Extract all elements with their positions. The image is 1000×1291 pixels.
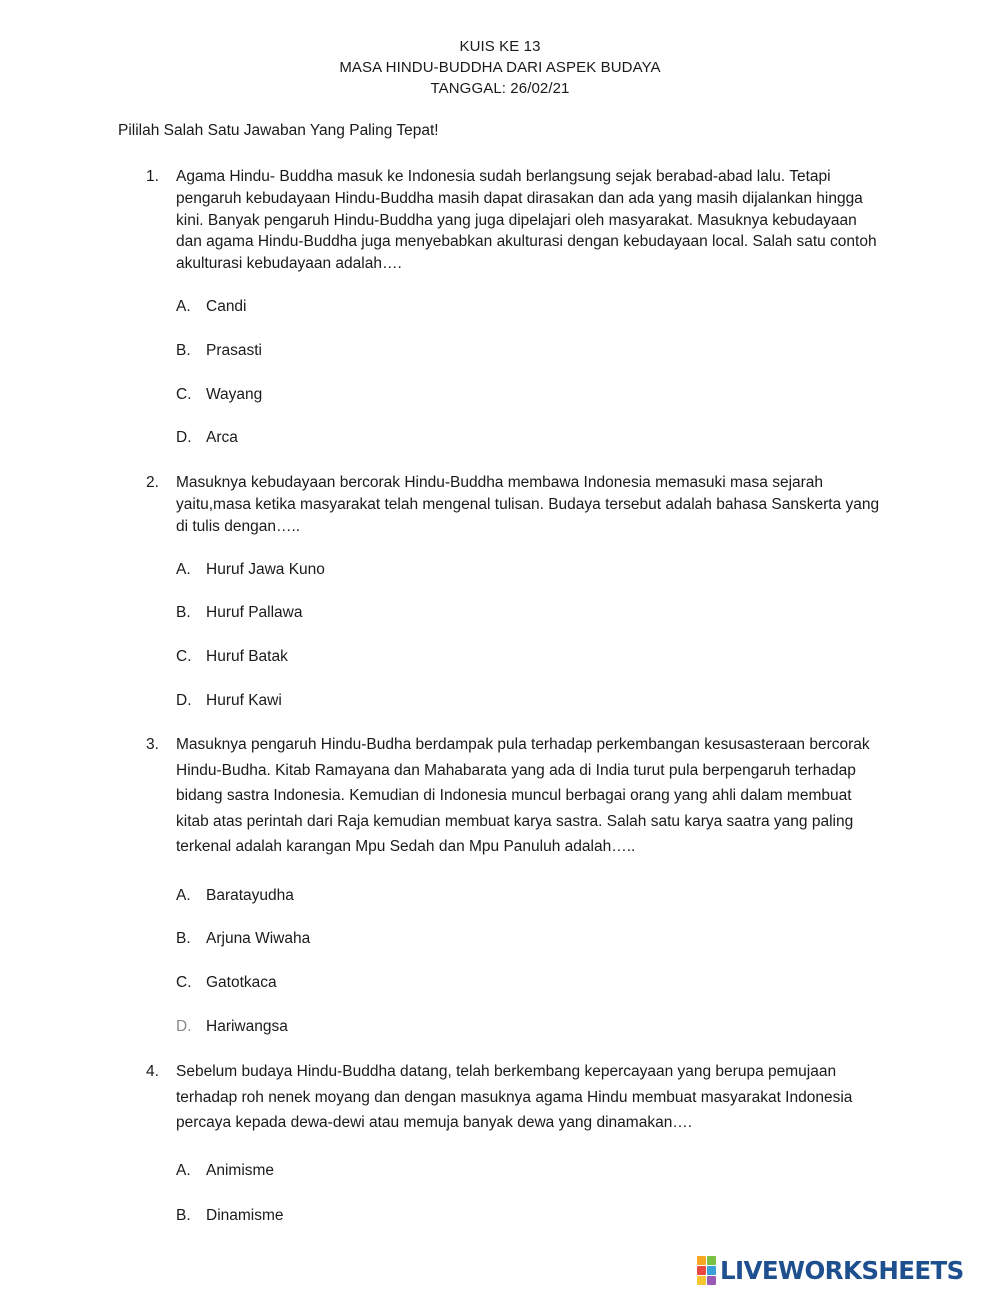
question-1-option-d[interactable] bbox=[176, 429, 238, 447]
option-text: Wayang bbox=[206, 386, 263, 403]
question-2-option-d[interactable] bbox=[176, 692, 282, 710]
logo-block bbox=[697, 1266, 706, 1275]
logo-block bbox=[707, 1266, 716, 1275]
question-1-option-a[interactable] bbox=[176, 298, 247, 316]
question-3-number: 3. bbox=[146, 736, 159, 753]
option-letter: C. bbox=[176, 386, 192, 403]
option-letter: D. bbox=[176, 692, 192, 709]
question-4-option-b[interactable] bbox=[176, 1207, 284, 1225]
logo-wordmark: LIVEWORKSHEETS bbox=[720, 1255, 964, 1285]
quiz-topic-title: MASA HINDU-BUDDHA DARI ASPEK BUDAYA bbox=[339, 59, 661, 76]
option-text: Prasasti bbox=[206, 342, 262, 359]
logo-block bbox=[707, 1276, 716, 1285]
question-3-option-d[interactable] bbox=[176, 1018, 288, 1036]
question-1-option-b[interactable] bbox=[176, 342, 262, 360]
question-1-number: 1. bbox=[146, 168, 159, 185]
option-letter: B. bbox=[176, 342, 191, 359]
option-text: Arjuna Wiwaha bbox=[206, 930, 311, 947]
question-3-option-c[interactable] bbox=[176, 974, 277, 992]
option-letter: A. bbox=[176, 887, 191, 904]
option-letter: A. bbox=[176, 298, 191, 315]
logo-block bbox=[697, 1276, 706, 1285]
option-text: Gatotkaca bbox=[206, 974, 277, 991]
logo-blocks-icon bbox=[697, 1256, 716, 1285]
instruction-text: Pililah Salah Satu Jawaban Yang Paling Tepat! bbox=[118, 122, 439, 139]
option-letter: A. bbox=[176, 561, 191, 578]
option-letter: C. bbox=[176, 648, 192, 665]
option-letter: C. bbox=[176, 974, 192, 991]
option-text: Arca bbox=[206, 429, 238, 446]
option-text: Candi bbox=[206, 298, 247, 315]
option-letter: B. bbox=[176, 1207, 191, 1224]
question-4-option-a[interactable] bbox=[176, 1162, 274, 1180]
question-3-option-a[interactable] bbox=[176, 887, 294, 905]
liveworksheets-logo bbox=[697, 1256, 964, 1284]
question-3-option-b[interactable] bbox=[176, 930, 310, 948]
question-4-number: 4. bbox=[146, 1063, 159, 1080]
option-text: Baratayudha bbox=[206, 887, 294, 904]
question-2-option-a[interactable] bbox=[176, 561, 325, 579]
question-2-option-b[interactable] bbox=[176, 604, 303, 622]
question-2-text: Masuknya kebudayaan bercorak Hindu-Buddha membawa Indonesia memasuki masa sejarah yaitu,masa ketika masyarakat telah mengenal tulisan. Budaya tersebut adalah bahasa Sanskerta yang di tulis dengan….. bbox=[176, 474, 880, 535]
option-text: Animisme bbox=[206, 1162, 275, 1179]
question-4-text: Sebelum budaya Hindu-Buddha datang, telah berkembang kepercayaan yang berupa pemujaan terhadap roh nenek moyang dan dengan masuknya agama Hindu membuat masyarakat Indonesia percaya kepada dewa-dewi atau memuja banyak dewa yang dinamakan…. bbox=[176, 1063, 853, 1131]
option-letter: D. bbox=[176, 1018, 192, 1035]
question-3-text: Masuknya pengaruh Hindu-Budha berdampak pula terhadap perkembangan kesusasteraan bercorak Hindu-Budha. Kitab Ramayana dan Mahabarata yang ada di India turut pula berpengaruh terhadap bidang sastra Indonesia. Kemudian di Indonesia muncul berbagai orang yang ahli dalam membuat kitab atas perintah dari Raja kemudian membuat karya sastra. Salah satu karya saatra yang paling terkenal adalah karangan Mpu Sedah dan Mpu Panuluh adalah….. bbox=[176, 736, 870, 855]
logo-block bbox=[707, 1256, 716, 1265]
quiz-date: TANGGAL: 26/02/21 bbox=[430, 80, 570, 97]
option-text: Huruf Kawi bbox=[206, 692, 282, 709]
option-text: Dinamisme bbox=[206, 1207, 284, 1224]
option-text: Huruf Jawa Kuno bbox=[206, 561, 325, 578]
option-letter: A. bbox=[176, 1162, 191, 1179]
worksheet-header bbox=[0, 36, 1000, 99]
quiz-number-title: KUIS KE 13 bbox=[459, 38, 541, 55]
logo-block bbox=[697, 1256, 706, 1265]
question-1-text: Agama Hindu- Buddha masuk ke Indonesia sudah berlangsung sejak berabad-abad lalu. Tetapi pengaruh kebudayaan Hindu-Buddha masih dapat dirasakan dan ada yang masih dijalankan hingga kini. Banyak pengaruh Hindu-Buddha yang juga dipelajari oleh masyarakat. Masuknya kebudayaan dan agama Hindu-Buddha juga menyebabkan akulturasi dengan kebudayaan local. Salah satu contoh akulturasi kebudayaan adalah…. bbox=[176, 168, 877, 273]
question-2-number: 2. bbox=[146, 474, 159, 491]
option-letter: D. bbox=[176, 429, 192, 446]
option-text: Huruf Batak bbox=[206, 648, 288, 665]
option-text: Hariwangsa bbox=[206, 1018, 288, 1035]
option-letter: B. bbox=[176, 604, 191, 621]
question-2-option-c[interactable] bbox=[176, 648, 288, 666]
option-text: Huruf Pallawa bbox=[206, 604, 303, 621]
option-letter: B. bbox=[176, 930, 191, 947]
question-1-option-c[interactable] bbox=[176, 386, 262, 404]
